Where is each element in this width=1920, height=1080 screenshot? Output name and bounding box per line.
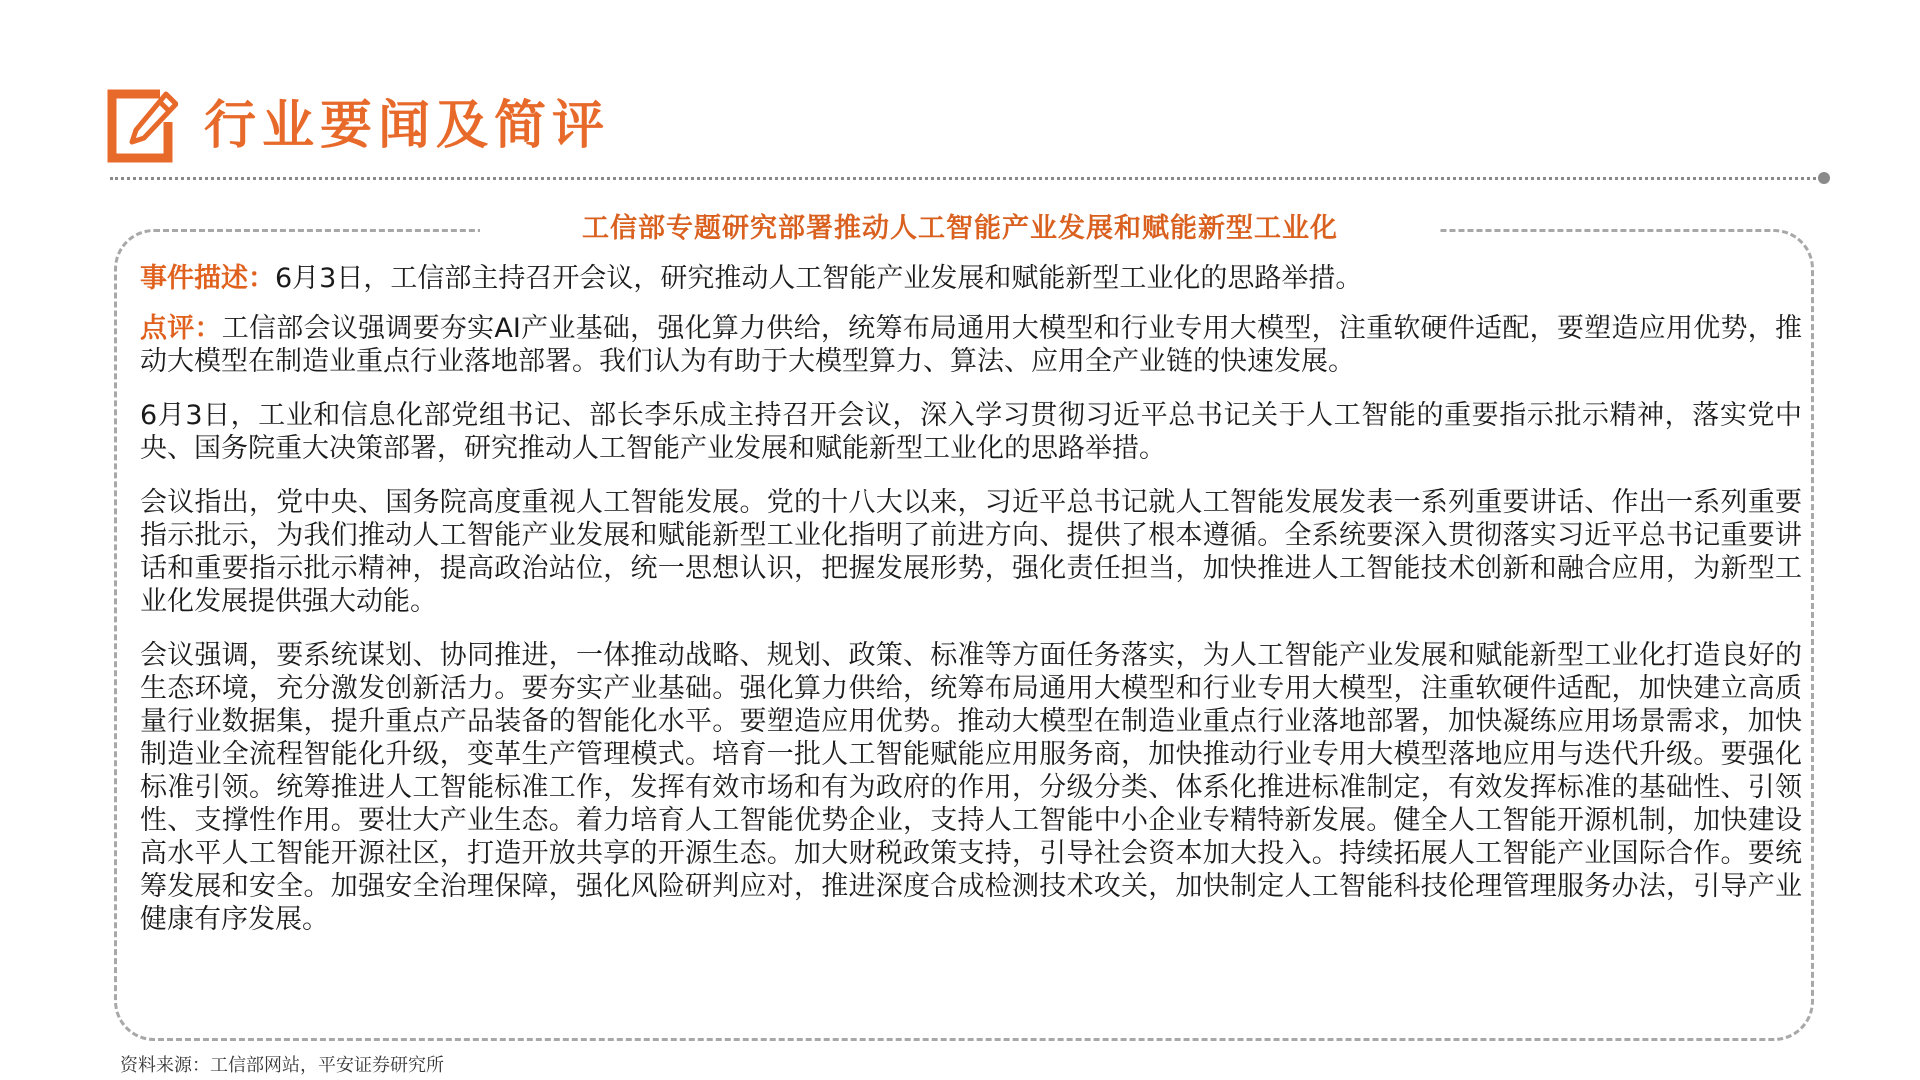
body-paragraph: 6月3日，工业和信息化部党组书记、部长李乐成主持召开会议，深入学习贯彻习近平总书记关于人工智能的重要指示批示精神，落实党中央、国务院重大决策部署，研究推动人工智能产业发展和赋能新型工业化的思路举措。: [140, 400, 1802, 464]
divider-end-dot: [1818, 172, 1830, 184]
dotted-divider: [110, 177, 1822, 180]
section-title: 行业要闻及简评: [204, 96, 611, 156]
body-paragraph: 会议指出，党中央、国务院高度重视人工智能发展。党的十八大以来，习近平总书记就人工智能发展发表一系列重要讲话、作出一系列重要指示批示，为我们推动人工智能产业发展和赋能新型工业化指明了前进方向、提供了根本遵循。全系统要深入贯彻落实习近平总书记重要讲话和重要指示批示精神，提高政治站位，统一思想认识，把握发展形势，强化责任担当，加快推进人工智能技术创新和融合应用，为新型工业化发展提供强大动能。: [140, 487, 1802, 617]
event-label: 事件描述：: [140, 263, 275, 294]
comment-label: 点评：: [140, 313, 222, 344]
news-card-title: 工信部专题研究部署推动人工智能产业发展和赋能新型工业化: [480, 206, 1440, 252]
edit-pencil-icon: [106, 88, 178, 164]
comment-text: 工信部会议强调要夯实AI产业基础，强化算力供给，统筹布局通用大模型和行业专用大模型，注重软硬件适配，要塑造应用优势，推动大模型在制造业重点行业落地部署。我们认为有助于大模型算力、算法、应用全产业链的快速发展。: [140, 313, 1802, 377]
event-text: 6月3日，工信部主持召开会议，研究推动人工智能产业发展和赋能新型工业化的思路举措。: [275, 263, 1363, 294]
comment: [140, 312, 1802, 378]
event-description: [140, 262, 1802, 295]
section-header: [106, 88, 610, 164]
news-content: [140, 262, 1802, 957]
source-note: 资料来源：工信部网站，平安证券研究所: [120, 1055, 444, 1076]
body-paragraph: 会议强调，要系统谋划、协同推进，一体推动战略、规划、政策、标准等方面任务落实，为人工智能产业发展和赋能新型工业化打造良好的生态环境，充分激发创新活力。要夯实产业基础。强化算力供给，统筹布局通用大模型和行业专用大模型，注重软硬件适配，加快建立高质量行业数据集，提升重点产品装备的智能化水平。要塑造应用优势。推动大模型在制造业重点行业落地部署，加快凝练应用场景需求，加快制造业全流程智能化升级，变革生产管理模式。培育一批人工智能赋能应用服务商，加快推动行业专用大模型落地应用与迭代升级。要强化标准引领。统筹推进人工智能标准工作，发挥有效市场和有为政府的作用，分级分类、体系化推进标准制定，有效发挥标准的基础性、引领性、支撑性作用。要壮大产业生态。着力培育人工智能优势企业，支持人工智能中小企业专精特新发展。健全人工智能开源机制，加快建设高水平人工智能开源社区，打造开放共享的开源生态。加大财税政策支持，引导社会资本加大投入。持续拓展人工智能产业国际合作。要统筹发展和安全。加强安全治理保障，强化风险研判应对，推进深度合成检测技术攻关，加快制定人工智能科技伦理管理服务办法，引导产业健康有序发展。: [140, 640, 1802, 935]
